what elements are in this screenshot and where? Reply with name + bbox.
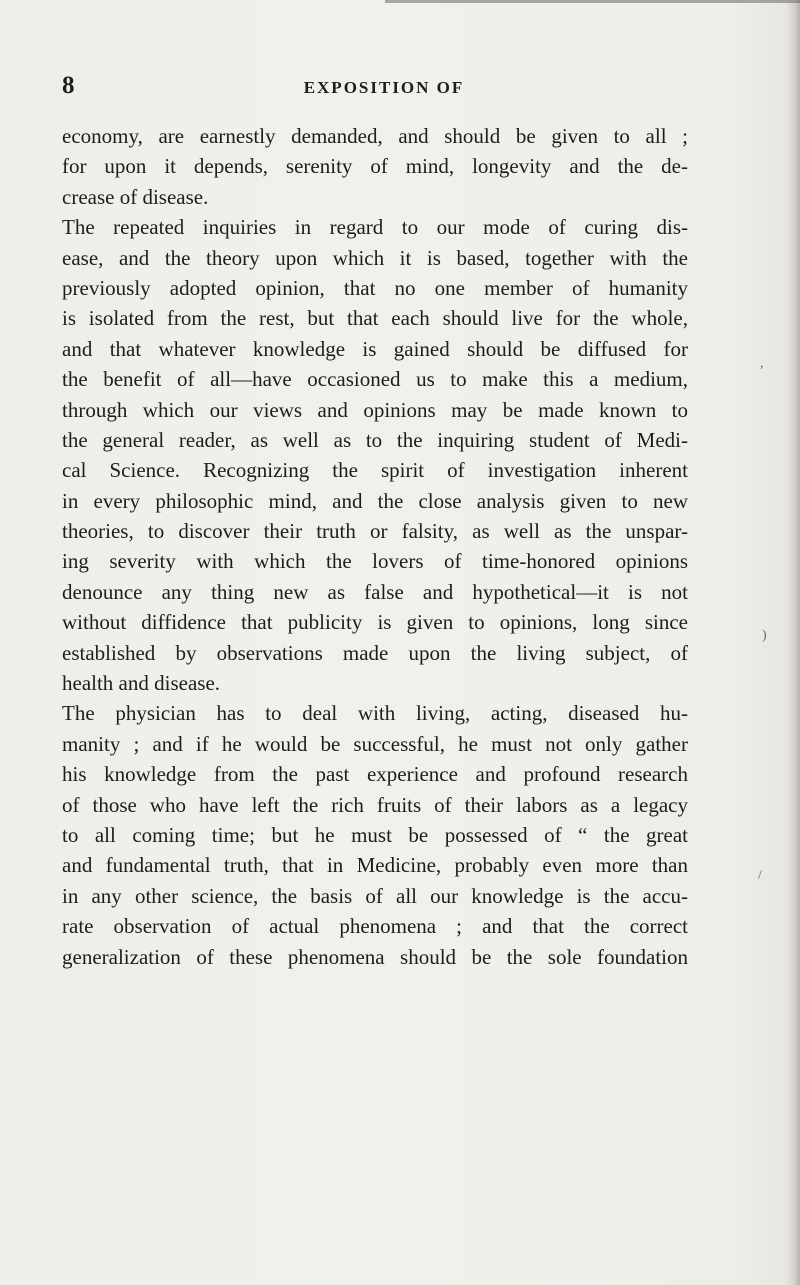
text-line: to all coming time; but he must be possessed of “ the great bbox=[62, 822, 688, 847]
text-line: previously adopted opinion, that no one member of humanity bbox=[62, 275, 688, 300]
text-line: denounce any thing new as false and hypothetical—it is not bbox=[62, 579, 688, 604]
text-line: crease of disease. bbox=[62, 184, 209, 209]
running-head-title: EXPOSITION OF bbox=[303, 78, 465, 97]
text-line: in any other science, the basis of all our knowledge is the accu- bbox=[62, 883, 688, 908]
text-line: The physician has to deal with living, acting, diseased hu- bbox=[62, 701, 688, 726]
text-line: manity ; and if he would be successful, he must not only gather bbox=[62, 731, 688, 756]
text-line: in every philosophic mind, and the close analysis given to new bbox=[62, 488, 688, 513]
margin-mark: / bbox=[758, 868, 762, 883]
text-line: health and disease. bbox=[62, 671, 221, 696]
page-number: 8 bbox=[62, 72, 75, 99]
text-line: rate observation of actual phenomena ; and that the correct bbox=[62, 914, 688, 939]
text-line: through which our views and opinions may be made known to bbox=[62, 397, 688, 422]
text-line: and fundamental truth, that in Medicine, probably even more than bbox=[62, 853, 688, 878]
text-line: is isolated from the rest, but that each should live for the whole, bbox=[62, 306, 688, 331]
text-line: established by observations made upon the living subject, of bbox=[62, 640, 688, 665]
text-line: and that whatever knowledge is gained should be diffused for bbox=[62, 336, 688, 361]
text-line: The repeated inquiries in regard to our mode of curing dis- bbox=[62, 215, 688, 240]
text-line: generalization of these phenomena should be the sole foundation bbox=[62, 944, 688, 969]
text-line: ing severity with which the lovers of time-honored opinions bbox=[62, 549, 688, 574]
text-line: without diffidence that publicity is given to opinions, long since bbox=[62, 610, 688, 635]
text-line: his knowledge from the past experience and profound research bbox=[62, 762, 688, 787]
body-text bbox=[62, 121, 688, 972]
text-line: the general reader, as well as to the inquiring student of Medi- bbox=[62, 427, 688, 452]
text-line: ease, and the theory upon which it is based, together with the bbox=[62, 245, 688, 270]
margin-mark: , bbox=[760, 356, 764, 371]
running-head bbox=[0, 72, 800, 102]
text-line: theories, to discover their truth or falsity, as well as the unspar- bbox=[62, 519, 688, 544]
text-line: for upon it depends, serenity of mind, longevity and the de- bbox=[62, 154, 688, 179]
text-line: the benefit of all—have occasioned us to make this a medium, bbox=[62, 367, 688, 392]
text-line: economy, are earnestly demanded, and should be given to all ; bbox=[62, 124, 688, 148]
text-line: cal Science. Recognizing the spirit of investigation inherent bbox=[62, 458, 688, 483]
page-edge-shadow bbox=[786, 0, 800, 1285]
text-line: of those who have left the rich fruits of their labors as a legacy bbox=[62, 792, 688, 817]
margin-mark: ) bbox=[762, 628, 767, 643]
top-border-rule bbox=[385, 0, 800, 3]
